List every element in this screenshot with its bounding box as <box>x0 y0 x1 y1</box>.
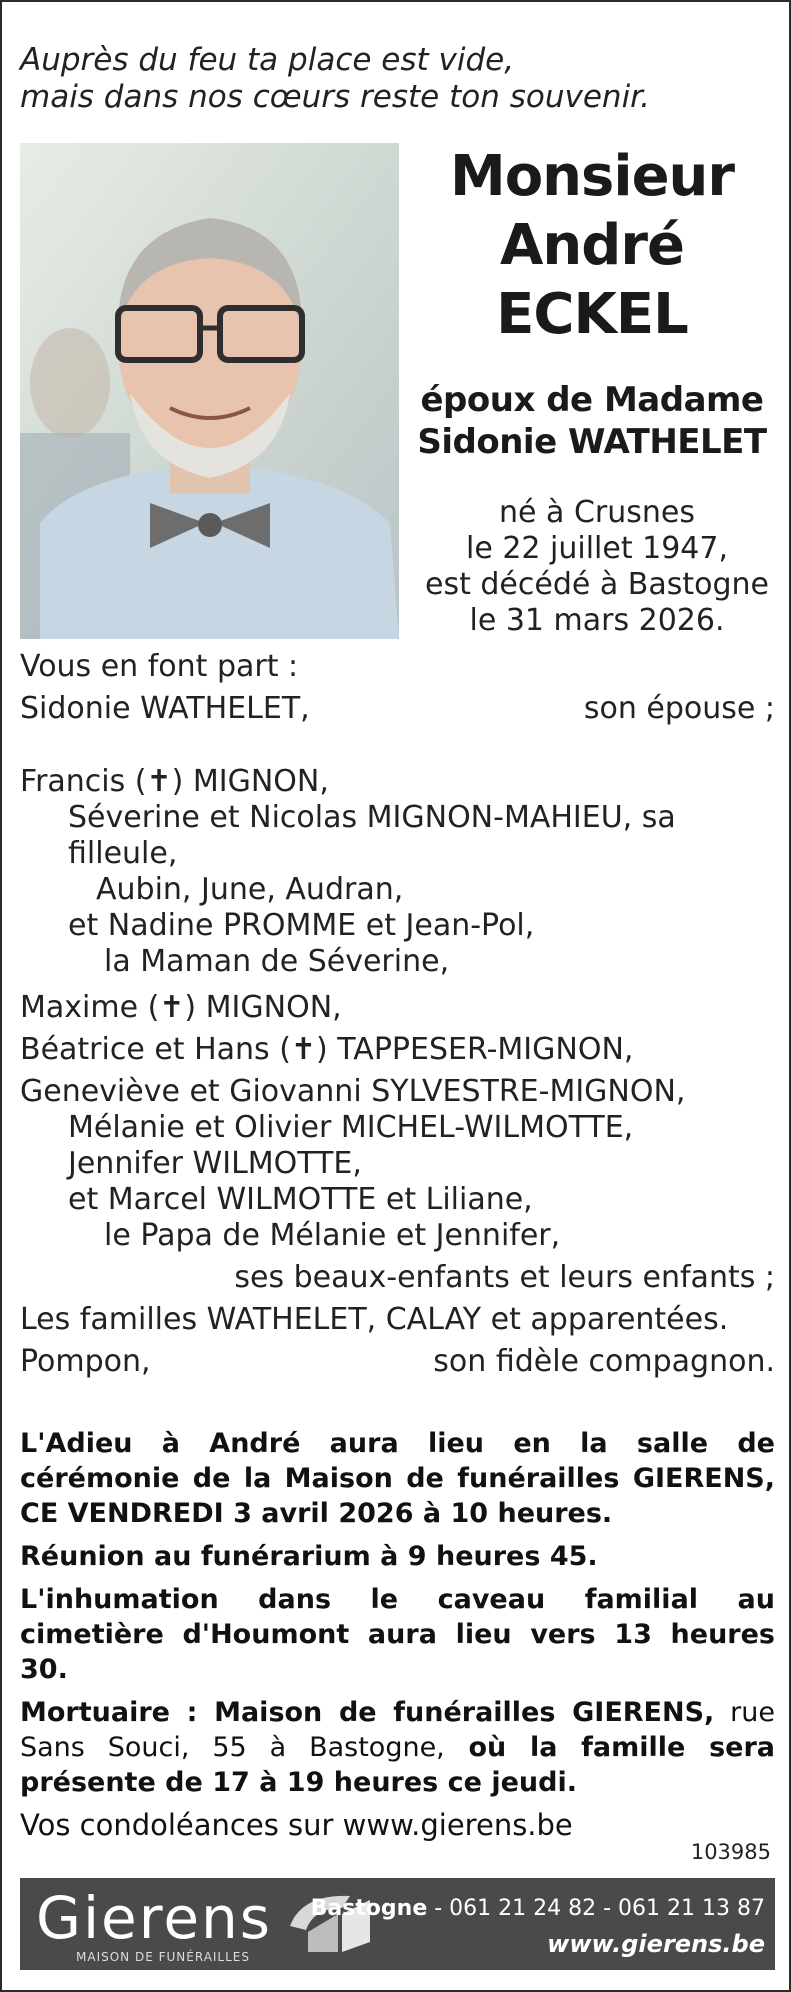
contact-phone-numbers: - 061 21 24 82 - 061 21 13 87 <box>427 1896 765 1921</box>
contact-city: Bastogne <box>310 1896 428 1921</box>
quote-line-1: Auprès du feu ta place est vide, <box>20 42 515 78</box>
funeral-home-footer <box>20 1878 775 1970</box>
family-line: Béatrice et Hans (✝) TAPPESER-MIGNON, <box>20 1032 634 1067</box>
family-line: Geneviève et Giovanni SYLVESTRE-MIGNON, <box>20 1074 686 1109</box>
families-line: Les familles WATHELET, CALAY et apparentées. <box>20 1302 729 1337</box>
deceased-last-name: ECKEL <box>496 282 688 347</box>
birth-place: né à Crusnes <box>499 495 695 530</box>
birth-date: le 22 juillet 1947, <box>465 531 729 566</box>
mortuary-label: Mortuaire : Maison de funérailles GIERENS, <box>20 1697 715 1728</box>
family-list <box>20 764 775 1380</box>
adieu-text: L'Adieu à André aura lieu en la salle de cérémonie de la Maison de funérailles GIERENS, CE VENDREDI 3 avril 2026 à 10 heures. <box>20 1428 775 1529</box>
family-line: le Papa de Mélanie et Jennifer, <box>104 1218 561 1253</box>
portrait-photo <box>20 143 399 639</box>
reference-number: 103985 <box>690 1840 771 1864</box>
pet-role: son fidèle compagnon. <box>433 1344 775 1379</box>
spouse-info <box>412 379 772 463</box>
burial-text: L'inhumation dans le caveau familial au cimetière d'Houmont aura lieu vers 13 heures 30. <box>20 1584 775 1685</box>
mortuary-text <box>20 1695 775 1800</box>
deceased-name <box>412 142 772 349</box>
family-line: Mélanie et Olivier MICHEL-WILMOTTE, <box>68 1110 634 1145</box>
epitaph-quote <box>20 42 760 116</box>
family-line: et Nadine PROMME et Jean-Pol, <box>68 908 535 943</box>
spouse-row <box>20 691 775 727</box>
family-line: Francis (✝) MIGNON, <box>20 764 329 799</box>
mortuary-presence: où la famille sera présente de 17 à 19 heures ce jeudi. <box>20 1732 775 1798</box>
condolences-text: Vos condoléances sur www.gierens.be <box>20 1808 573 1842</box>
death-date: le 31 mars 2026. <box>469 603 725 638</box>
pet-row <box>20 1344 775 1380</box>
spouse-name: Sidonie WATHELET, <box>20 691 310 726</box>
ceremony-info <box>20 1426 775 1843</box>
spouse-line-1: époux de Madame <box>420 380 764 420</box>
funeral-home-logo: Gierens <box>36 1884 272 1952</box>
pet-name: Pompon, <box>20 1344 151 1379</box>
deceased-title: Monsieur <box>449 144 735 209</box>
quote-line-2: mais dans nos cœurs reste ton souvenir. <box>20 79 650 115</box>
spouse-role: son épouse ; <box>583 691 775 726</box>
death-place: est décédé à Bastogne <box>424 567 770 602</box>
announcement-intro: Vous en font part : <box>20 649 299 684</box>
funeral-home-tagline: MAISON DE FUNÉRAILLES <box>76 1950 251 1964</box>
spouse-line-2: Sidonie WATHELET <box>417 422 767 462</box>
birth-death-info <box>412 495 782 639</box>
children-role: ses beaux-enfants et leurs enfants ; <box>234 1260 775 1295</box>
family-line: Jennifer WILMOTTE, <box>68 1146 362 1181</box>
family-line: Maxime (✝) MIGNON, <box>20 990 342 1025</box>
announcement-intro-block <box>20 649 775 727</box>
family-line: la Maman de Séverine, <box>104 944 450 979</box>
mortuary-address: rue Sans Souci, 55 à Bastogne, <box>20 1697 775 1763</box>
family-line: et Marcel WILMOTTE et Liliane, <box>68 1182 533 1217</box>
website-link[interactable]: www.gierens.be <box>547 1930 765 1958</box>
reunion-text: Réunion au funérarium à 9 heures 45. <box>20 1541 598 1572</box>
contact-phones <box>311 1896 765 1921</box>
deceased-first-name: André <box>500 213 684 278</box>
family-line: Aubin, June, Audran, <box>96 872 404 907</box>
family-line: Séverine et Nicolas MIGNON-MAHIEU, sa filleule, <box>68 800 676 871</box>
